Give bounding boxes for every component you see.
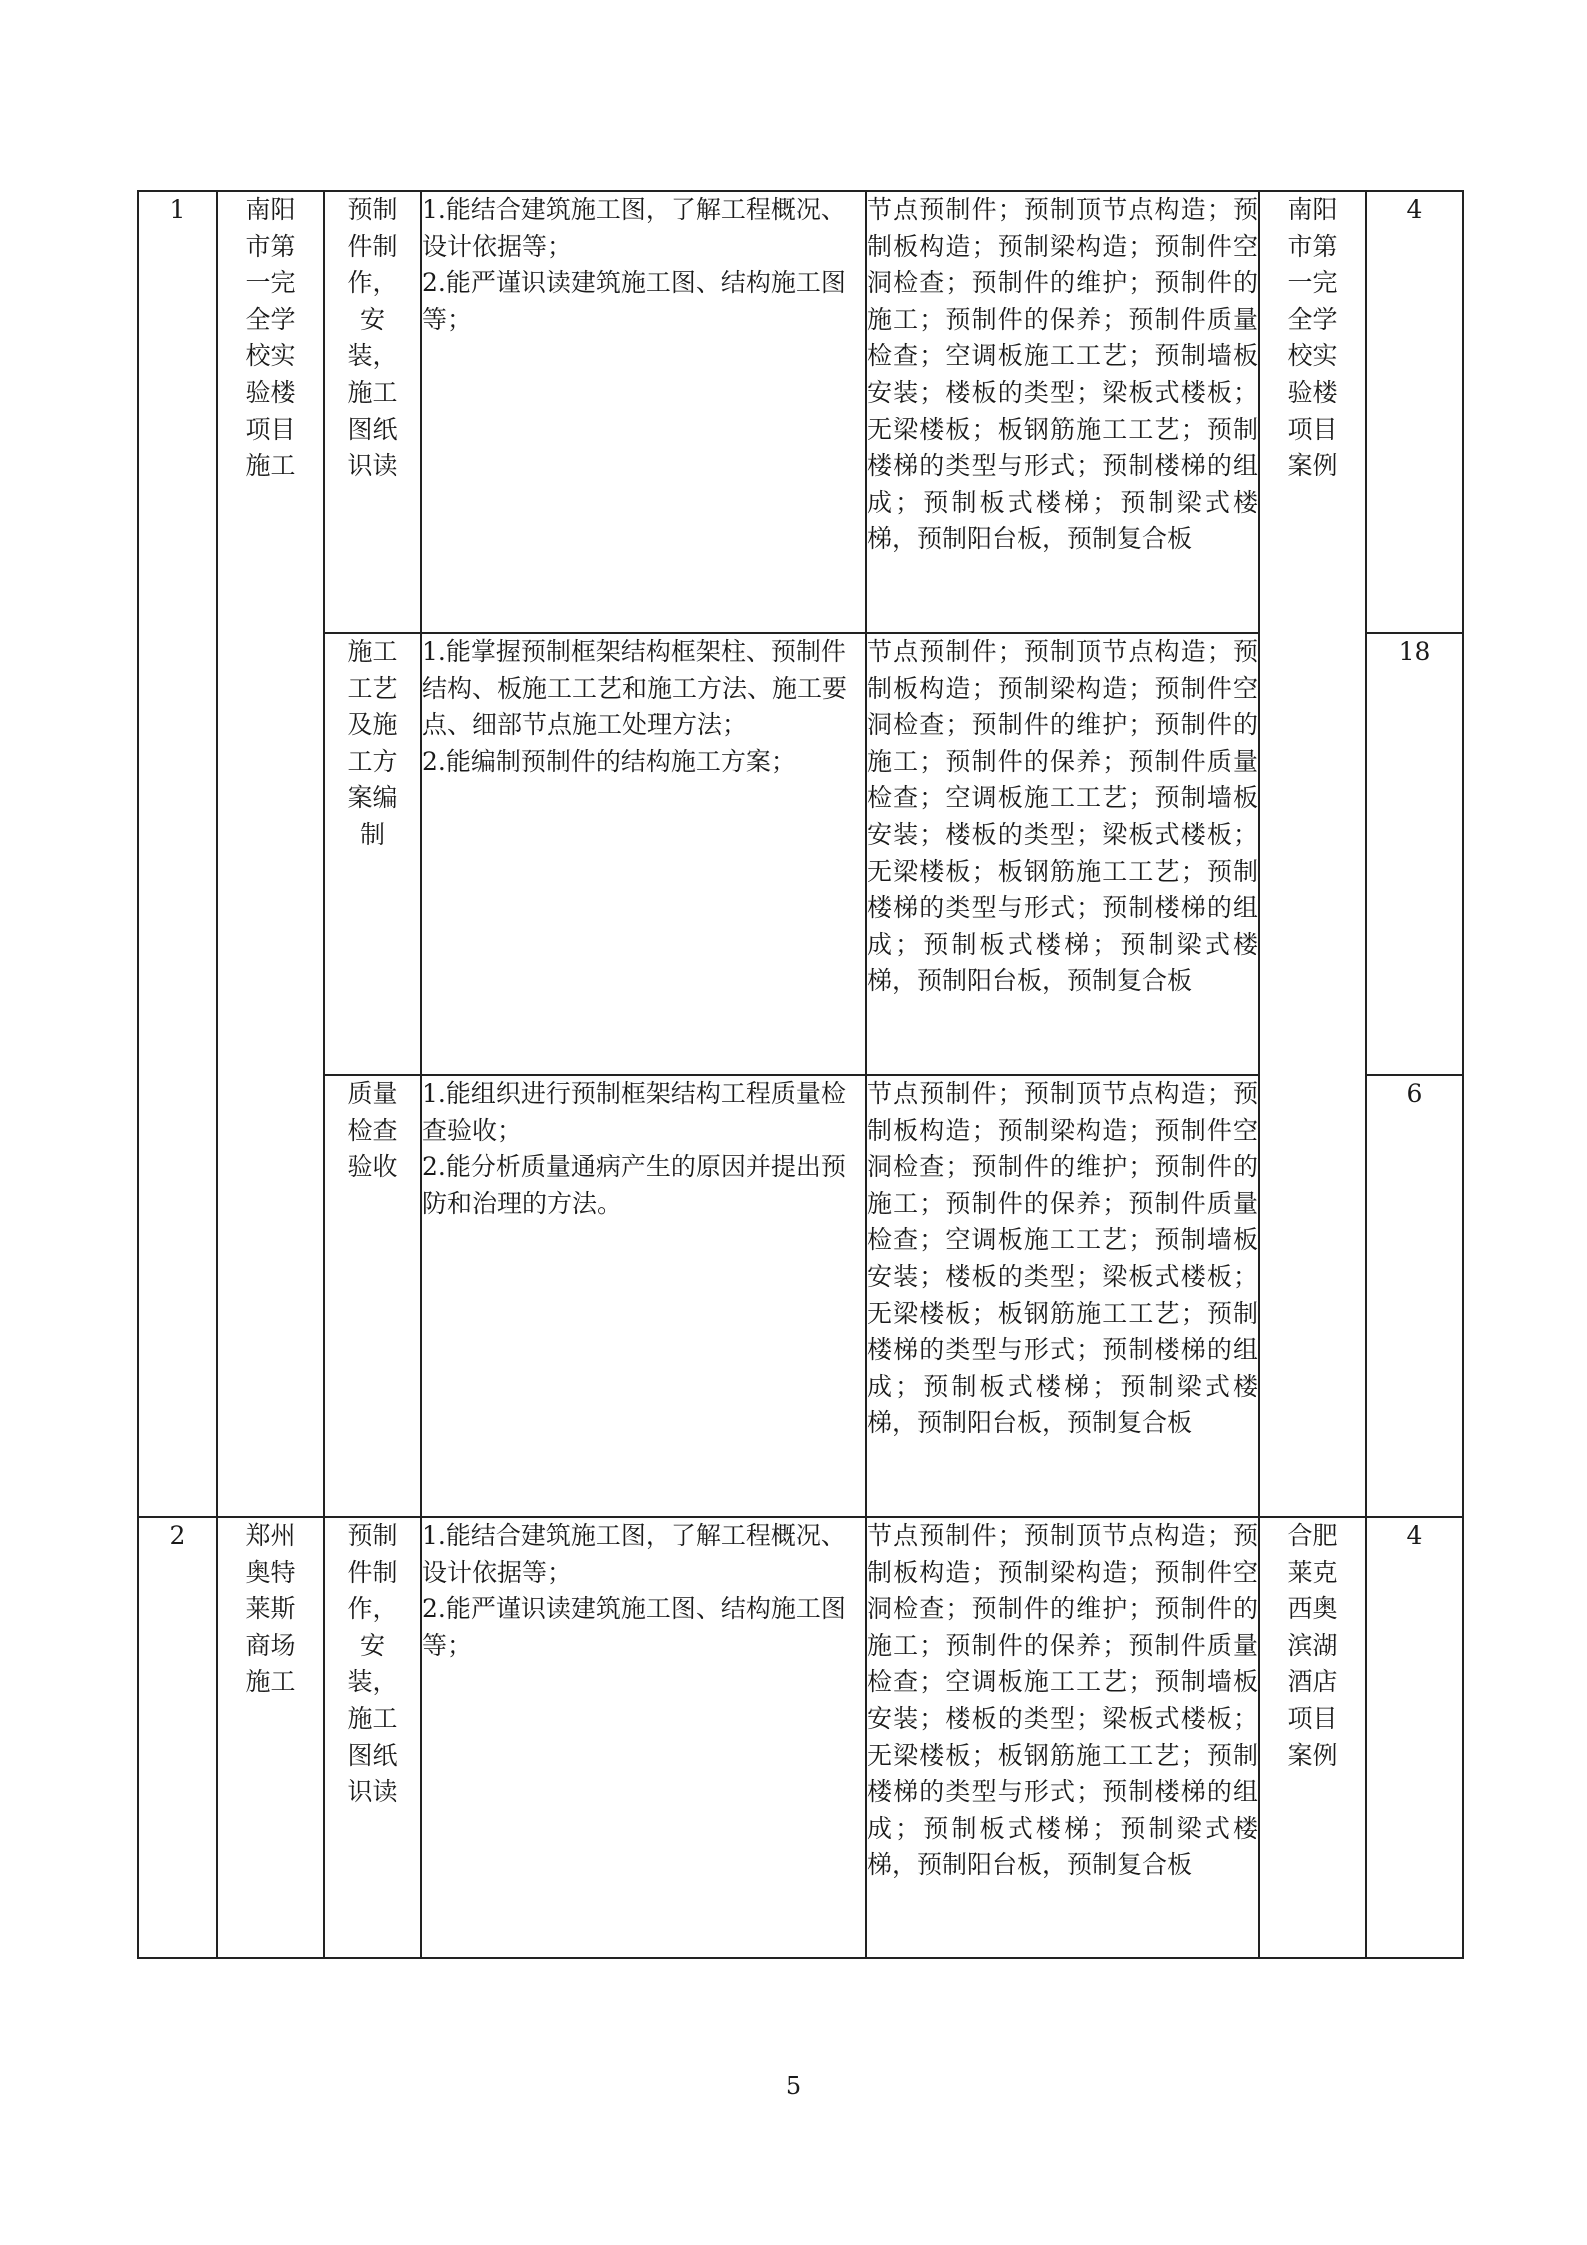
project-name: 郑州奥特莱斯商场施工: [245, 1521, 296, 1697]
curriculum-table: [137, 190, 1464, 1959]
requirement-item: 2.能严谨识读建筑施工图、结构施工图等；: [422, 268, 846, 334]
task-name: 预制件制作，安装，施工图纸识读: [347, 1521, 398, 1807]
case-name: 南阳市第一完全学校实验楼项目案例: [1287, 195, 1338, 481]
requirements-cell: [421, 1517, 866, 1958]
requirements-cell: [421, 1075, 866, 1517]
requirements-cell: [421, 191, 866, 633]
requirement-item: 2.能分析质量通病产生的原因并提出预防和治理的方法。: [422, 1152, 846, 1218]
task-cell: [324, 191, 421, 633]
hours-value: 18: [1398, 637, 1431, 666]
knowledge-text: 节点预制件；预制顶节点构造；预制板构造；预制梁构造；预制件空洞检查；预制件的维护；预制件的施工；预制件的保养；预制件质量检查；空调板施工工艺；预制墙板安装；楼板的类型；梁板式楼板；无梁楼板；板钢筋施工工艺；预制楼梯的类型与形式；预制楼梯的组成；预制板式楼梯；预制梁式楼梯，预制阳台板，预制复合板: [867, 637, 1258, 996]
hours-value: 4: [1406, 1521, 1423, 1550]
case-cell: [1259, 1517, 1366, 1958]
table-row: [138, 1517, 1463, 1958]
hours-cell: [1366, 1075, 1463, 1517]
knowledge-cell: [866, 1517, 1259, 1958]
page-number: 5: [785, 2072, 802, 2100]
task-name: 预制件制作，安装，施工图纸识读: [347, 195, 398, 481]
row-number-cell: [138, 191, 217, 1517]
task-cell: [324, 1075, 421, 1517]
knowledge-cell: [866, 633, 1259, 1075]
case-name: 合肥莱克西奥滨湖酒店项目案例: [1287, 1521, 1338, 1770]
knowledge-text: 节点预制件；预制顶节点构造；预制板构造；预制梁构造；预制件空洞检查；预制件的维护；预制件的施工；预制件的保养；预制件质量检查；空调板施工工艺；预制墙板安装；楼板的类型；梁板式楼板；无梁楼板；板钢筋施工工艺；预制楼梯的类型与形式；预制楼梯的组成；预制板式楼梯；预制梁式楼梯，预制阳台板，预制复合板: [867, 1079, 1258, 1438]
hours-value: 6: [1406, 1079, 1423, 1108]
knowledge-text: 节点预制件；预制顶节点构造；预制板构造；预制梁构造；预制件空洞检查；预制件的维护；预制件的施工；预制件的保养；预制件质量检查；空调板施工工艺；预制墙板安装；楼板的类型；梁板式楼板；无梁楼板；板钢筋施工工艺；预制楼梯的类型与形式；预制楼梯的组成；预制板式楼梯；预制梁式楼梯，预制阳台板，预制复合板: [867, 1521, 1258, 1880]
row-number: 2: [169, 1521, 186, 1550]
task-name: 施工工艺及施工方案编制: [347, 637, 398, 849]
requirement-item: 1.能掌握预制框架结构框架柱、预制件结构、板施工工艺和施工方法、施工要点、细部节点施工处理方法；: [422, 637, 848, 740]
task-name: 质量检查验收: [347, 1079, 398, 1182]
hours-cell: [1366, 191, 1463, 633]
row-number: 1: [169, 195, 186, 224]
project-cell: [217, 191, 324, 1517]
task-cell: [324, 633, 421, 1075]
knowledge-text: 节点预制件；预制顶节点构造；预制板构造；预制梁构造；预制件空洞检查；预制件的维护；预制件的施工；预制件的保养；预制件质量检查；空调板施工工艺；预制墙板安装；楼板的类型；梁板式楼板；无梁楼板；板钢筋施工工艺；预制楼梯的类型与形式；预制楼梯的组成；预制板式楼梯；预制梁式楼梯，预制阳台板，预制复合板: [867, 195, 1258, 554]
project-cell: [217, 1517, 324, 1958]
case-cell: [1259, 191, 1366, 1517]
requirement-item: 1.能结合建筑施工图，了解工程概况、设计依据等；: [422, 195, 846, 261]
hours-cell: [1366, 1517, 1463, 1958]
requirement-item: 2.能严谨识读建筑施工图、结构施工图等；: [422, 1594, 846, 1660]
hours-value: 4: [1406, 195, 1423, 224]
requirement-item: 2.能编制预制件的结构施工方案；: [422, 746, 796, 776]
knowledge-cell: [866, 191, 1259, 633]
knowledge-cell: [866, 1075, 1259, 1517]
project-name: 南阳市第一完全学校实验楼项目施工: [245, 195, 296, 481]
task-cell: [324, 1517, 421, 1958]
requirements-cell: [421, 633, 866, 1075]
hours-cell: [1366, 633, 1463, 1075]
row-number-cell: [138, 1517, 217, 1958]
requirement-item: 1.能组织进行预制框架结构工程质量检查验收；: [422, 1079, 846, 1145]
table-row: [138, 191, 1463, 633]
requirement-item: 1.能结合建筑施工图，了解工程概况、设计依据等；: [422, 1521, 846, 1587]
